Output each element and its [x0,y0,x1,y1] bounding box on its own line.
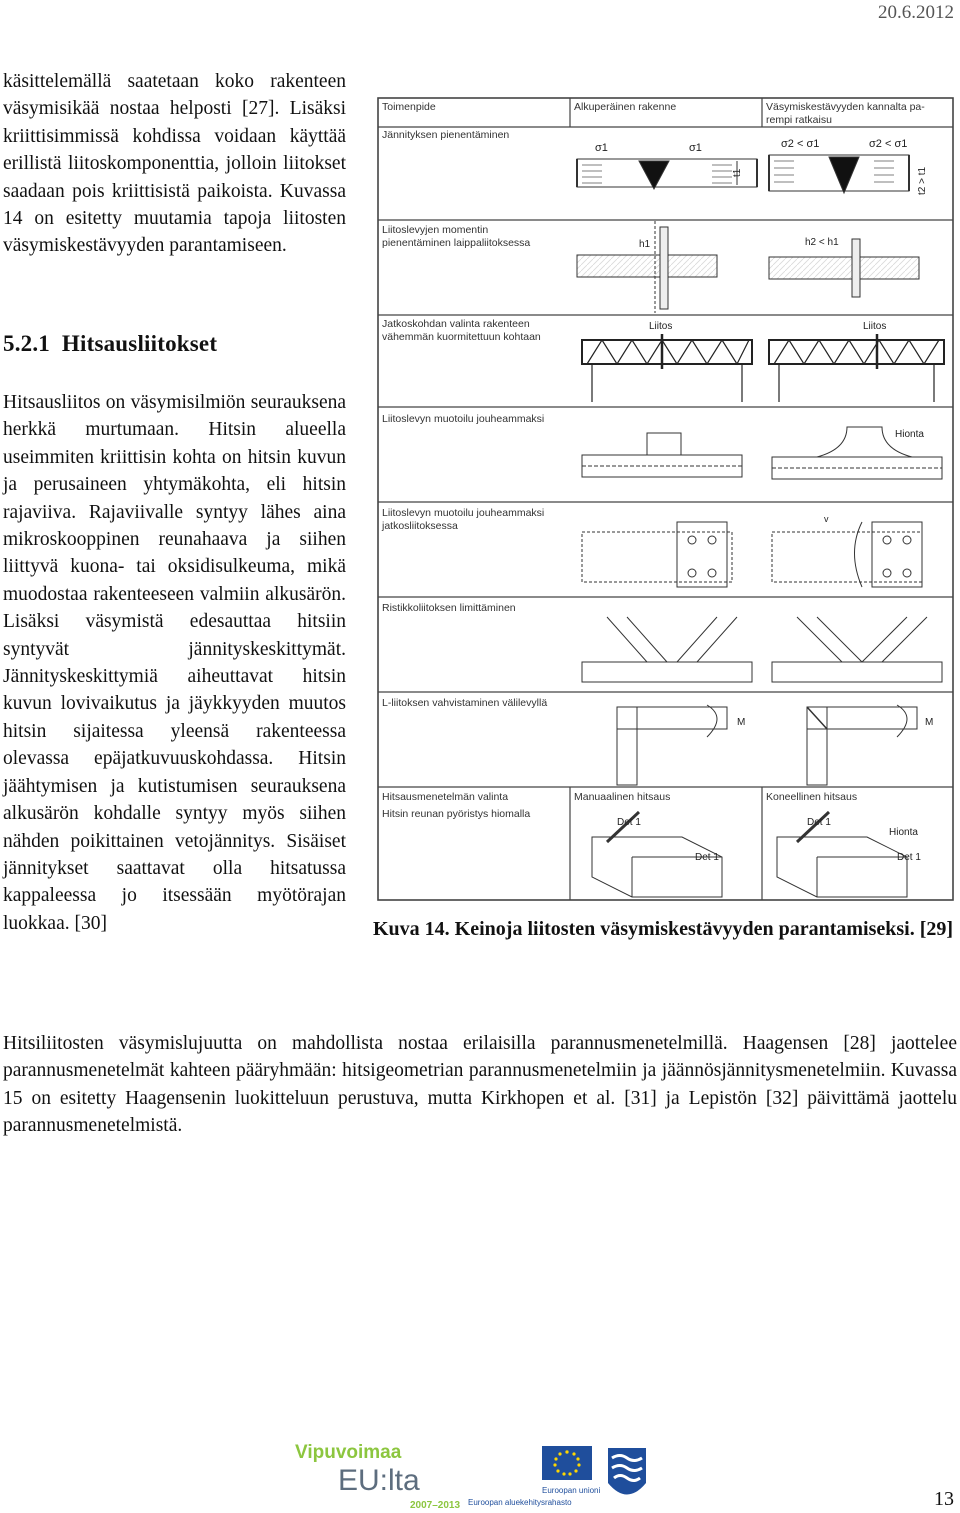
fig-v-label: v [824,514,829,524]
logo-brand-text: Vipuvoimaa [295,1442,402,1463]
coat-of-arms-icon [608,1448,646,1495]
fig-row2-original-drawing [577,221,717,313]
fig-row1-original-drawing [577,159,757,189]
logo-eu-text: EU:lta [338,1464,420,1497]
fig-t1-label: t1 [732,168,743,177]
fig-row3-original-drawing [582,334,752,402]
fig-row8-label-line2: Hitsin reunan pyöristys hiomalla [382,808,531,820]
fig-row8-machine-drawing [777,812,907,897]
fig-row1-improved-drawing [769,155,909,193]
intro-paragraph: käsittelemällä saatetaan koko rakenteen väsymisikää nostaa helposti [27]. Lisäksi kriittisimmissä kohdissa voidaan käyttää erillistä liitoskomponenttia, jolloin liitokset saadaan pois kriittisistä paikoista. Kuvassa 14 on esitetty muutamia tapoja liitosten väsymiskestävyyden parantamiseen. [3,71,346,257]
improvement-paragraph: Hitsiliitosten väsymislujuutta on mahdollista nostaa erilaisilla parannusmenetelmillä. Haagensen [28] jaottelee parannusmenetelmät kahteen pääryhmään: hitsigeometrian parannusmenetelmiin ja jäännösjännitysmenetelmiin. Kuvassa 15 on esitetty Haagensenin luokitteluun perustuva, mutta Kirkhopen et al. [31] ja Lepistön [32] päivittämä jaottelu parannusmenetelmistä. [3,1033,957,1137]
section-title: Hitsausliitokset [61,331,218,356]
fig-row4-original-drawing [582,433,742,477]
fig-row7-label: L-liitoksen vahvistaminen välilevyllä [382,697,548,709]
fig-det1-label-a: Det 1 [617,817,641,828]
fig-m-label-a: M [737,717,746,728]
fig-header-col2: Alkuperäinen rakenne [574,101,677,113]
figure-caption: Kuva 14. Keinoja liitosten väsymiskestävyyden parantamiseksi. [29] [373,918,954,940]
fig-row2-improved-drawing [769,239,919,297]
vipuvoimaa-logo [295,1442,460,1511]
fig-liitos-label-a: Liitos [649,321,673,332]
fig-det1-label-b: Det 1 [695,852,719,863]
fig-row6-label: Ristikkoliitoksen limittäminen [382,602,516,614]
fig-row4-label: Liitoslevyn muotoilu jouheammaksi [382,413,545,425]
fig-hionta-label-b: Hionta [889,827,918,838]
fig-row5-original-drawing [582,522,732,587]
fig-h-compare-label: h2 < h1 [805,237,839,248]
fig-label-manual: Manuaalinen hitsaus [574,791,671,803]
page-date: 20.6.2012 [878,2,954,23]
fig-h1-label: h1 [639,239,651,250]
fig-header-col3-line2: rempi ratkaisu [766,114,832,126]
fig-header-col3-line1: Väsymiskestävyyden kannalta pa- [766,101,925,113]
fig-row3-improved-drawing [769,334,944,402]
fig-row6-improved-drawing [772,617,942,682]
eu-line1: Euroopan unioni [542,1486,601,1495]
weld-paragraph: Hitsausliitos on väsymisilmiön seurauksena herkkä murtumaan. Hitsin alueella useimmiten kriittisin kohta on hitsin kuvun ja perusaineen yhtymäkohta, eli hitsin rajaviiva. Rajaviivalle syntyy lähes aina mikroskooppinen reunahaava ja siihen liittyvä kuona- tai oksidisulkeuma, mikä muodostaa rakenteeseen valmiin alkusärön. Lisäksi väsymistä edesauttaa hitsiin syntyvät jännityskeskittymät. Jännityskeskittymiä aiheuttavat hitsin kuvun lovivaikutus ja jäykkyyden muutos hitsin sijaitessa yleensä rakenteessa olevassa epäjatkuvuuskohdassa. Hitsin jäähtymisen ja kutistumisen seurauksena alkusärön kohdalle syntyy myös siihen nähden poikittainen vetojännitys. Sisäiset jännitykset saattavat olla hitsatussa kappaleessa jo itsessään myötörajan luokkaa. [30] [3,392,346,934]
fig-row8-label-line1: Hitsausmenetelmän valinta [382,791,509,803]
fig-row7-improved-drawing [807,705,917,785]
fig-sigma-compare-b: σ2 < σ1 [869,138,908,150]
fig-hionta-label-a: Hionta [895,429,924,440]
fig-row5-label-line2: jatkosliitoksessa [382,520,458,532]
fig-label-machine: Koneellinen hitsaus [766,791,858,803]
fig-row2-label-line2: pienentäminen laippaliitoksessa [382,237,531,249]
fig-row3-label-line1: Jatkoskohdan valinta rakenteen [382,318,530,330]
page-number: 13 [934,1488,954,1510]
footer-logos [290,1438,660,1513]
fig-sigma1-b: σ1 [689,142,702,154]
section-heading [3,331,217,357]
fig-det1-label-d: Det 1 [897,852,921,863]
figure-fatigue-improvements [377,97,954,901]
eu-flag-icon [542,1446,592,1480]
fig-sigma1-a: σ1 [595,142,608,154]
fig-m-label-b: M [925,717,934,728]
logo-years-text: 2007–2013 [410,1500,461,1511]
section-number: 5.2.1 [3,331,50,356]
fig-row7-original-drawing [617,705,727,785]
fig-t2-label: t2 > t1 [917,166,928,195]
fig-row1-label: Jännityksen pienentäminen [382,129,510,141]
fig-sigma-compare-a: σ2 < σ1 [781,138,820,150]
fig-row6-original-drawing [582,617,752,682]
eu-line2: Euroopan aluekehitysrahasto [468,1498,572,1507]
fig-det1-label-c: Det 1 [807,817,831,828]
fig-header-col1: Toimenpide [382,101,436,113]
fig-row5-label-line1: Liitoslevyn muotoilu jouheammaksi [382,507,545,519]
fig-row2-label-line1: Liitoslevyjen momentin [382,224,489,236]
fig-row5-improved-drawing [772,522,922,587]
fig-row3-label-line2: vähemmän kuormitettuun kohtaan [382,331,541,343]
fig-liitos-label-b: Liitos [863,321,887,332]
